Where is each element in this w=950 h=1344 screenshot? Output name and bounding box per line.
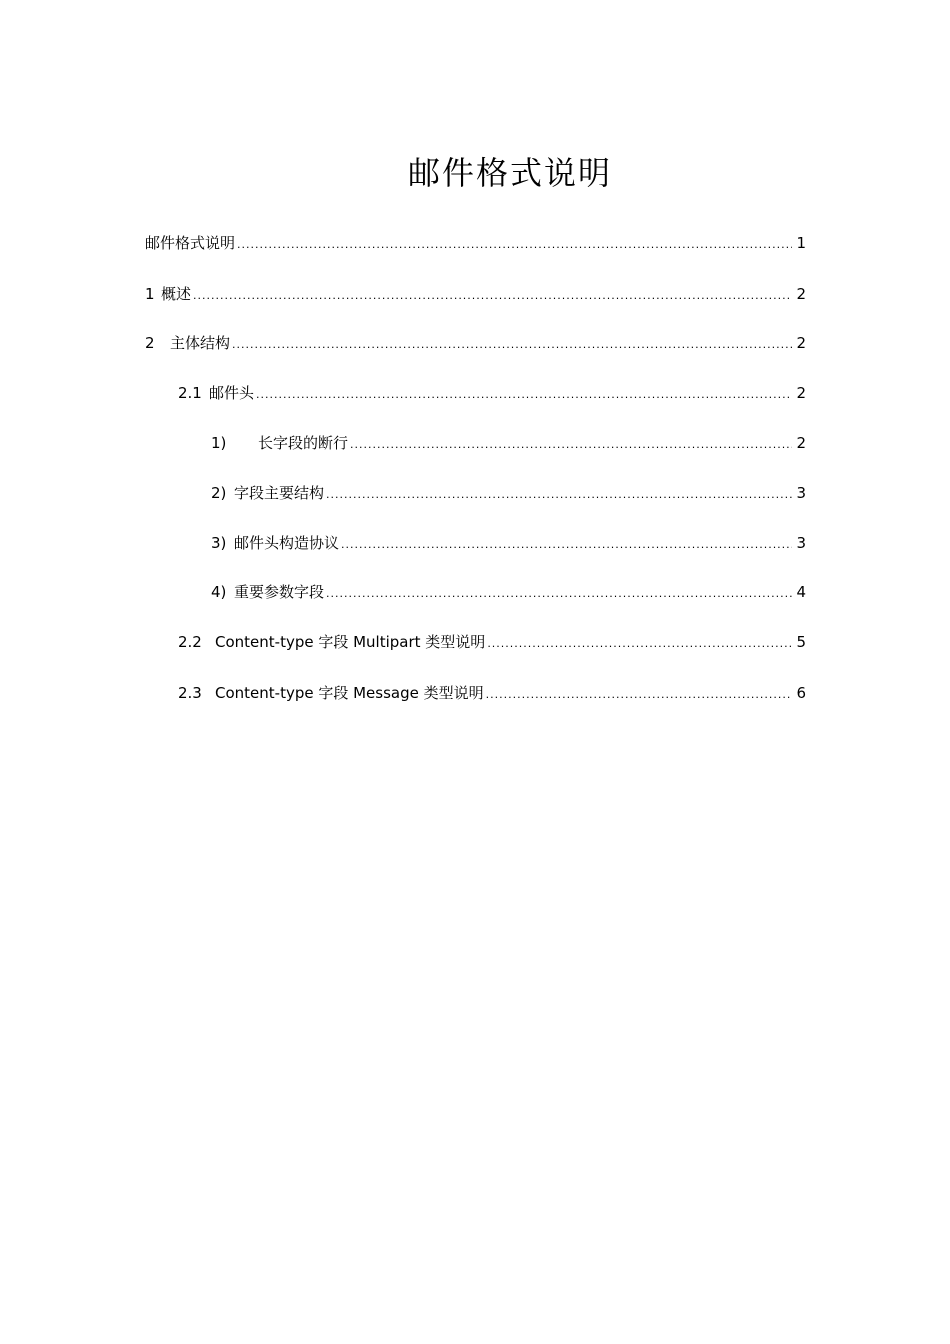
toc-entry-number: 1) [211,434,227,452]
toc-entry-label: 长字段的断行 [258,434,349,452]
toc-entry-number: 2) [211,484,227,502]
toc-entry-label: 主体结构 [170,334,231,352]
toc-entry-label: Content-type 字段 Message 类型说明 [215,684,484,702]
toc-entry[interactable] [145,279,806,309]
toc-entry[interactable] [145,627,806,657]
toc-entry-number: 3) [211,534,227,552]
toc-dot-leader [232,330,792,360]
toc-entry-label: 邮件格式说明 [145,234,236,252]
toc-dot-leader [256,380,792,410]
toc-entry-label: 邮件头 [209,384,255,402]
toc-entry-number: 2.2 [178,633,202,651]
toc-entry[interactable] [145,528,806,558]
toc-entry-page: 1 [796,234,806,252]
toc-entry[interactable] [145,378,806,408]
toc-entry[interactable] [145,478,806,508]
toc-entry-label: 邮件头构造协议 [234,534,340,552]
toc-entry-page: 6 [796,684,806,702]
toc-dot-leader [326,480,792,510]
toc-dot-leader [486,680,793,710]
toc-entry-label: 概述 [161,285,192,303]
toc-entry-number: 2.1 [178,384,202,402]
toc-entry-page: 2 [796,285,806,303]
toc-dot-leader [487,629,792,659]
toc-entry-page: 4 [796,583,806,601]
toc-entry-page: 2 [796,334,806,352]
toc-entry-label: 字段主要结构 [234,484,325,502]
toc-entry-page: 3 [796,534,806,552]
document-title: 邮件格式说明 [407,154,612,193]
toc-entry-number: 4) [211,583,227,601]
toc-entry[interactable] [145,577,806,607]
toc-entry-number: 2.3 [178,684,202,702]
toc-entry[interactable] [145,328,806,358]
toc-entry-number: 2 [145,334,155,352]
toc-entry-page: 5 [796,633,806,651]
toc-dot-leader [237,230,792,260]
toc-entry[interactable] [145,678,806,708]
toc-entry-label: 重要参数字段 [234,583,325,601]
toc-entry-page: 2 [796,434,806,452]
toc-dot-leader [350,430,792,460]
toc-entry-label: Content-type 字段 Multipart 类型说明 [215,633,486,651]
toc-entry-page: 2 [796,384,806,402]
toc-dot-leader [193,281,792,311]
toc-entry[interactable] [145,428,806,458]
toc-entry-number: 1 [145,285,155,303]
toc-entry-page: 3 [796,484,806,502]
toc-entry[interactable] [145,228,806,258]
toc-dot-leader [326,579,792,609]
toc-dot-leader [341,530,792,560]
